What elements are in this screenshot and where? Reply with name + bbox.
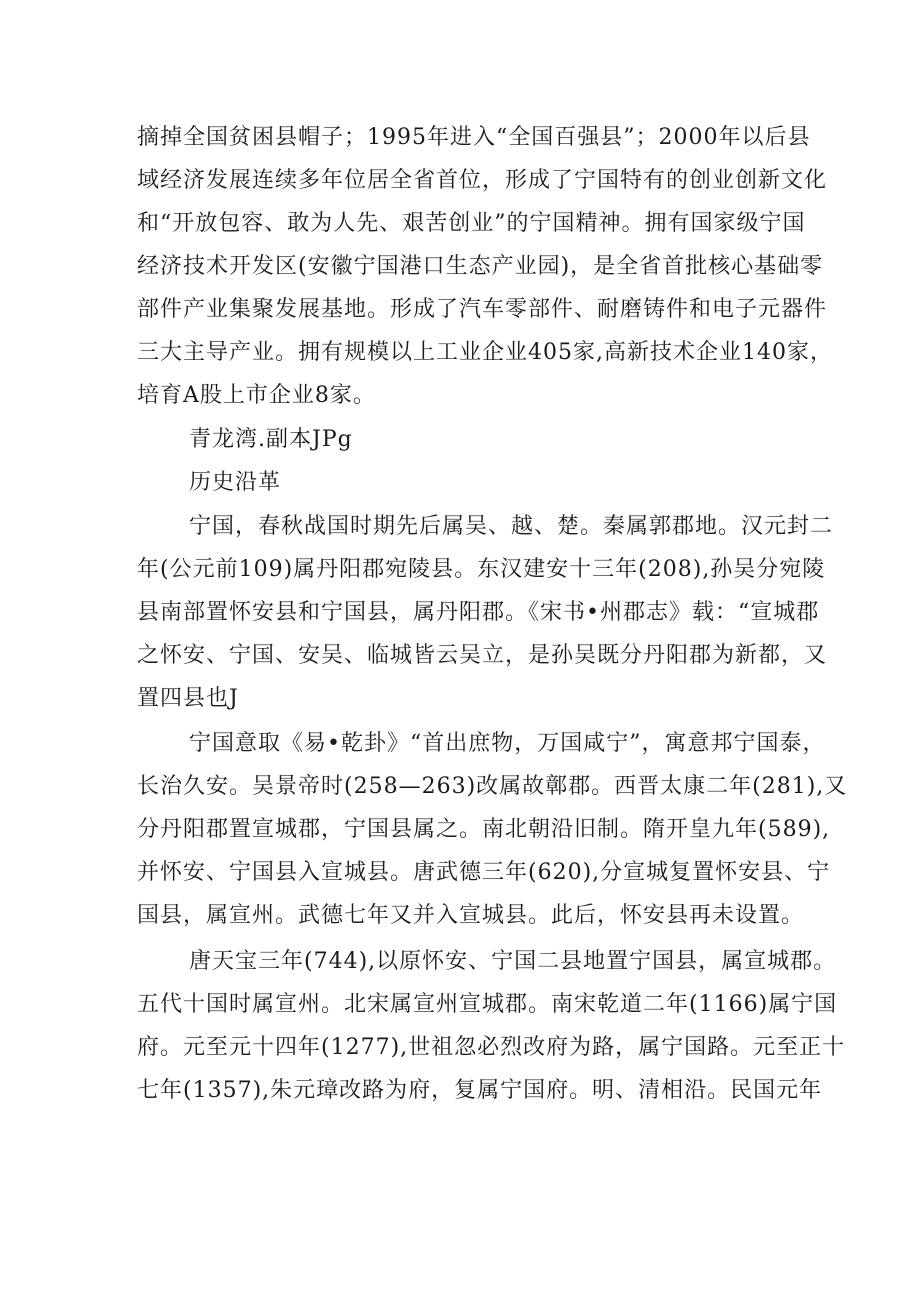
section-heading [137,461,787,504]
paragraph-name-meaning [137,722,848,937]
text-line: 培育A股上市企业8家。 [137,383,376,408]
image-caption [137,418,787,461]
text-line: 府。元至元十四年(1277),世祖忽必烈改府为路，属宁国路。元至正十 [137,1035,846,1060]
text-line: 长治久安。吴景帝时(258—263)改属故鄣郡。西晋太康二年(281),又 [137,774,848,799]
text-line: 年(公元前109)属丹阳郡宛陵县。东汉建安十三年(208),孙吴分宛陵 [137,557,826,582]
text-line: 唐天宝三年(744),以原怀安、宁国二县地置宁国县，属宣城郡。 [189,949,837,974]
paragraph-economy [137,116,833,417]
text-line: 域经济发展连续多年位居全省首位，形成了宁国特有的创业创新文化 [137,168,828,193]
text-line: 分丹阳郡置宣城郡，宁国县属之。南北朝沿旧制。隋开皇九年(589), [137,817,831,842]
text-line: 经济技术开发区(安徽宁国港口生态产业园)，是全省首批核心基础零 [137,254,824,279]
text-line: 五代十国时属宣州。北宋属宣州宣城郡。南宋乾道二年(1166)属宁国 [137,992,838,1017]
text-line: 之怀安、宁国、安吴、临城皆云吴立，是孙吴既分丹阳郡为新都，又 [137,643,828,668]
paragraph-tang-to-qing [137,940,846,1112]
text-line: 三大主导产业。拥有规模以上工业企业405家,高新技术企业140家， [137,340,833,365]
text-line: 摘掉全国贫困县帽子；1995年进入“全国百强县”；2000年以后县 [137,125,811,150]
text-line: 置四县也J [137,686,239,711]
image-filename-line: 青龙湾.副本JPg [189,427,353,452]
text-line: 国县，属宣州。武德七年又并入宣城县。此后，怀安县再未设置。 [137,903,805,928]
text-line: 并怀安、宁国县入宣城县。唐武德三年(620),分宣城复置怀安县、宁 [137,860,831,885]
text-line: 七年(1357),朱元璋改路为府，复属宁国府。明、清相沿。民国元年 [137,1078,823,1103]
section-heading-text: 历史沿革 [189,470,282,495]
text-line: 和“开放包容、敢为人先、艰苦创业”的宁国精神。拥有国家级宁国 [137,211,806,236]
text-line: 宁国，春秋战国时期先后属吴、越、楚。秦属郭郡地。汉元封二 [189,514,834,539]
paragraph-history-origin [137,505,834,720]
text-line: 县南部置怀安县和宁国县，属丹阳郡。《宋书•州郡志》载：“宣城郡 [137,600,820,625]
text-line: 宁国意取《易•乾卦》“首出庶物，万国咸宁”，寓意邦宁国泰， [189,731,826,756]
text-line: 部件产业集聚发展基地。形成了汽车零部件、耐磨铸件和电子元器件 [137,297,828,322]
